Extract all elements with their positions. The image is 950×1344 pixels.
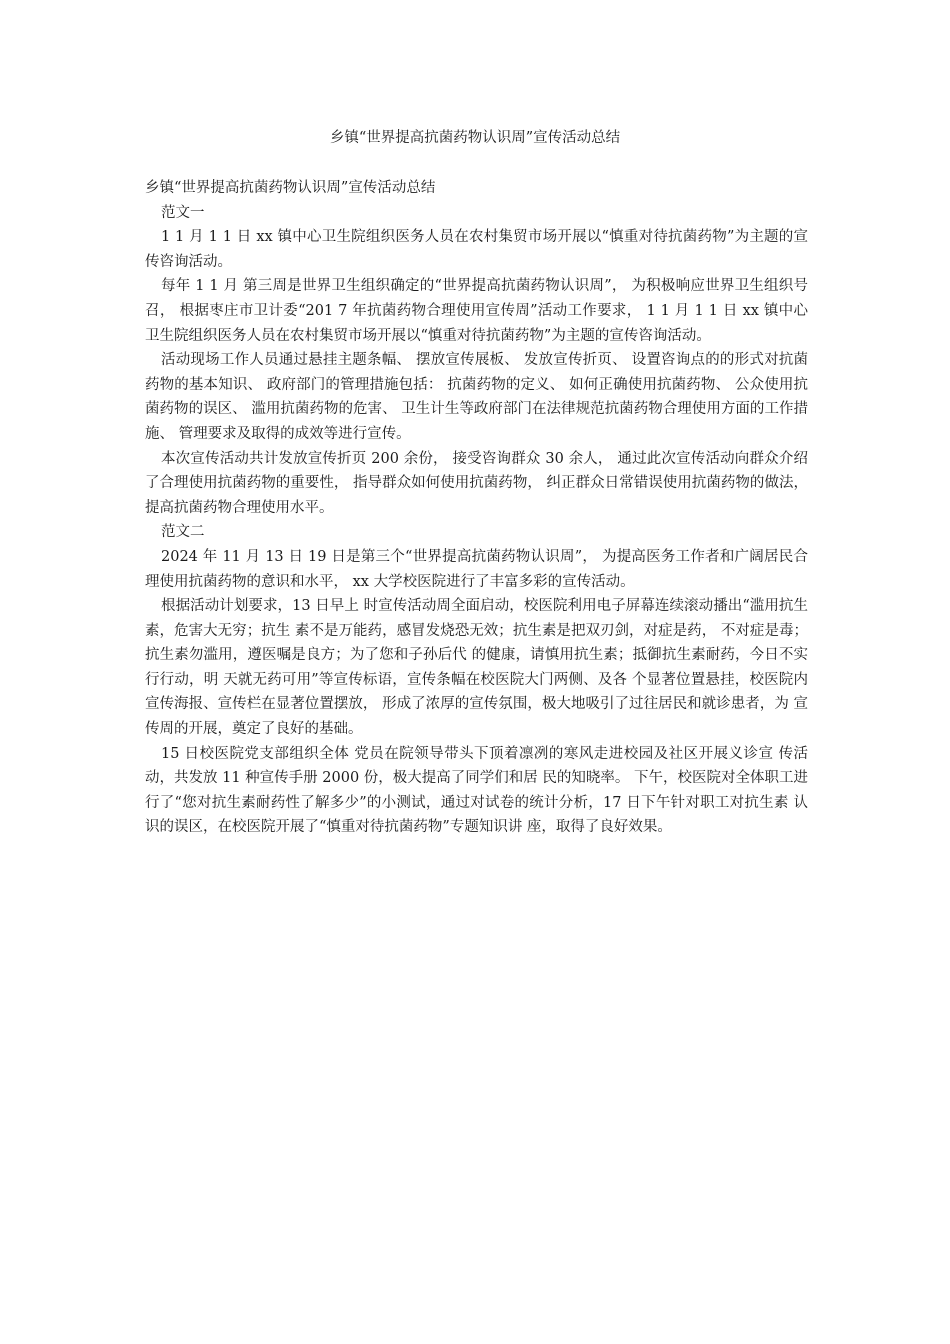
paragraph: 本次宣传活动共计发放宣传折页 200 余份， 接受咨询群众 30 余人， 通过此次宣传活动向群众介绍了合理使用抗菌药物的重要性， 指导群众如何使用抗菌药物， 纠正群众日常错误使用抗菌药物的做法，提高抗菌药物合理使用水平。 bbox=[145, 450, 808, 516]
section-heading-1: 范文一 bbox=[161, 204, 205, 221]
paragraph: 1 1 月 1 1 日 xx 镇中心卫生院组织医务人员在农村集贸市场开展以“慎重对待抗菌药物”为主题的宣传咨询活动。 bbox=[145, 229, 808, 270]
document-title: 乡镇“世界提高抗菌药物认识周”宣传活动总结 bbox=[329, 130, 621, 146]
document-subtitle: 乡镇“世界提高抗菌药物认识周”宣传活动总结 bbox=[145, 180, 436, 196]
paragraph: 活动现场工作人员通过悬挂主题条幅、 摆放宣传展板、 发放宣传折页、 设置咨询点的的形式对抗菌药物的基本知识、 政府部门的管理措施包括： 抗菌药物的定义、 如何正确使用抗菌药物、 公众使用抗菌药物的误区、 滥用抗菌药物的危害、 卫生计生等政府部门在法律规范抗菌药物合理使用方面的工作措施、 管理要求及取得的成效等进行宣传。 bbox=[145, 352, 808, 442]
paragraph: 每年 1 1 月 第三周是世界卫生组织确定的“世界提高抗菌药物认识周”， 为积极响应世界卫生组织号召， 根据枣庄市卫计委“201 7 年抗菌药物合理使用宣传周”活动工作要求， 1 1 月 1 1 日 xx 镇中心卫生院组织医务人员在农村集贸市场开展以“慎重对待抗菌药物”为主题的宣传咨询活动。 bbox=[145, 278, 808, 344]
paragraph: 15 日校医院党支部组织全体 党员在院领导带头下顶着凛冽的寒风走进校园及社区开展义诊宣 传活动，共发放 11 种宣传手册 2000 份，极大提高了同学们和居 民的知晓率。 下午，校医院对全体职工进行了“您对抗生素耐药性了解多少”的小测试，通过对试卷的统计分析，17 日下午针对职工对抗生素 认识的误区，在校医院开展了“慎重对待抗菌药物”专题知识讲 座，取得了良好效果。 bbox=[145, 745, 809, 836]
paragraph: 根据活动计划要求，13 日早上 时宣传活动周全面启动，校医院利用电子屏幕连续滚动播出“滥用抗生素，危害大无穷；抗生 素不是万能药，感冒发烧恐无效；抗生素是把双刃剑，对症是药， 不对症是毒；抗生素勿滥用，遵医嘱是良方；为了您和子孙后代 的健康，请慎用抗生素；抵御抗生素耐药，今日不实行行动，明 天就无药可用”等宣传标语，宣传条幅在校医院大门两侧、及各 个显著位置悬挂，校医院内宣传海报、宣传栏在显著位置摆放， 形成了浓厚的宣传氛围，极大地吸引了过往居民和就诊患者，为 宣传周的开展，奠定了良好的基础。 bbox=[145, 598, 808, 738]
document-body bbox=[145, 176, 808, 840]
section-heading-2: 范文二 bbox=[161, 524, 205, 541]
paragraph: 2024 年 11 月 13 日 19 日是第三个“世界提高抗菌药物认识周”， 为提高医务工作者和广阔居民合理使用抗菌药物的意识和水平， xx 大学校医院进行了丰富多彩的宣传活动。 bbox=[145, 548, 808, 590]
